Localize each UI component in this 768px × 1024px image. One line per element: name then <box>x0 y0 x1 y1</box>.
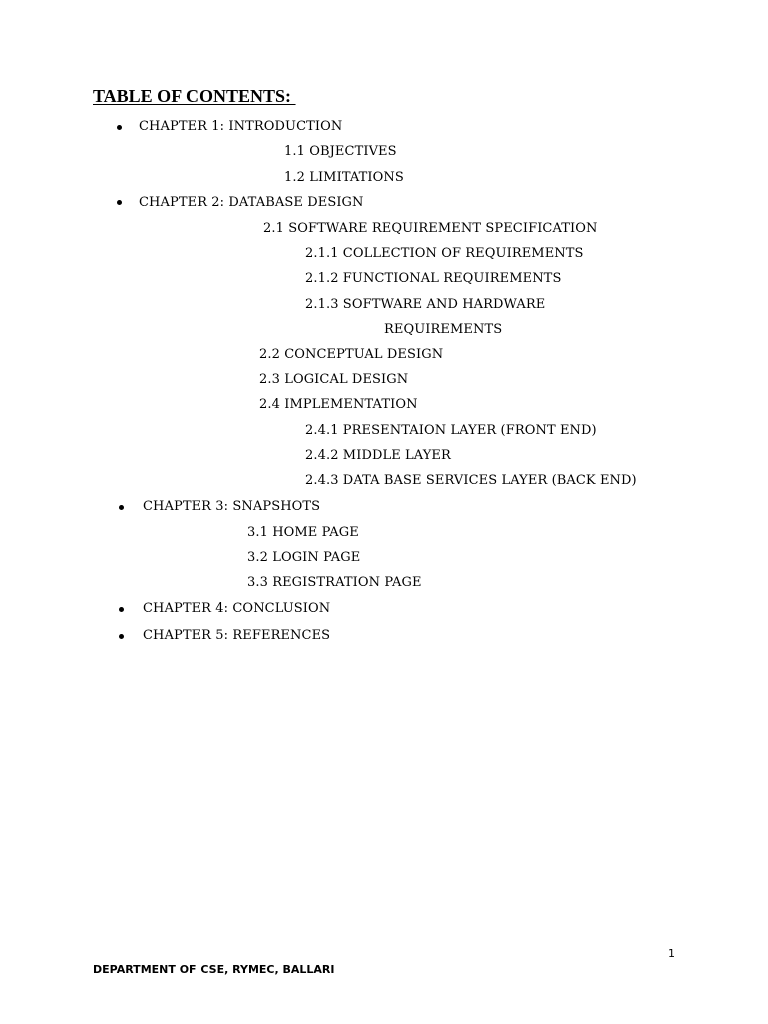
toc-item-2-4: 2.4 IMPLEMENTATION <box>259 397 418 412</box>
bullet-chapter-5 <box>119 634 124 639</box>
toc-item-3-3: 3.3 REGISTRATION PAGE <box>247 575 422 590</box>
toc-item-2-2: 2.2 CONCEPTUAL DESIGN <box>259 347 444 362</box>
toc-item-2-4-2: 2.4.2 MIDDLE LAYER <box>305 448 451 463</box>
toc-item-3-2: 3.2 LOGIN PAGE <box>247 550 361 565</box>
toc-chapter-4: CHAPTER 4: CONCLUSION <box>143 601 331 616</box>
toc-item-2-1-1: 2.1.1 COLLECTION OF REQUIREMENTS <box>305 246 584 261</box>
toc-item-2-3: 2.3 LOGICAL DESIGN <box>259 372 409 387</box>
bullet-chapter-1 <box>117 125 122 130</box>
toc-item-2-4-3: 2.4.3 DATA BASE SERVICES LAYER (BACK END) <box>305 473 637 488</box>
footer-department: DEPARTMENT OF CSE, RYMEC, BALLARI <box>93 963 335 976</box>
bullet-chapter-3 <box>119 505 124 510</box>
toc-item-1-2: 1.2 LIMITATIONS <box>284 170 404 185</box>
toc-item-2-1-3-wrap: REQUIREMENTS <box>384 322 503 337</box>
toc-item-2-1: 2.1 SOFTWARE REQUIREMENT SPECIFICATION <box>263 221 598 236</box>
toc-item-1-1: 1.1 OBJECTIVES <box>284 144 397 159</box>
toc-item-2-4-1: 2.4.1 PRESENTAION LAYER (FRONT END) <box>305 423 597 438</box>
toc-chapter-3: CHAPTER 3: SNAPSHOTS <box>143 499 321 514</box>
toc-title: TABLE OF CONTENTS: <box>93 86 296 106</box>
page-number: 1 <box>668 947 675 960</box>
toc-item-2-1-3: 2.1.3 SOFTWARE AND HARDWARE <box>305 297 546 312</box>
bullet-chapter-4 <box>119 607 124 612</box>
bullet-chapter-2 <box>117 200 122 205</box>
toc-item-2-1-2: 2.1.2 FUNCTIONAL REQUIREMENTS <box>305 271 562 286</box>
toc-chapter-2: CHAPTER 2: DATABASE DESIGN <box>139 195 364 210</box>
toc-chapter-1: CHAPTER 1: INTRODUCTION <box>139 119 343 134</box>
toc-item-3-1: 3.1 HOME PAGE <box>247 525 359 540</box>
toc-chapter-5: CHAPTER 5: REFERENCES <box>143 628 331 643</box>
